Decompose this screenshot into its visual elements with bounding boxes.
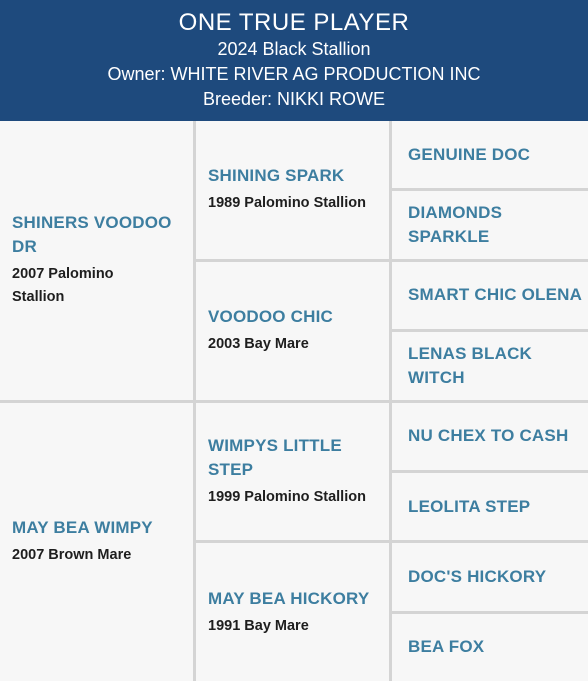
horse-name: ONE TRUE PLAYER: [178, 9, 410, 36]
sire-dam-cell: [196, 262, 389, 400]
sire-sire-name: SHINING SPARK: [208, 166, 345, 186]
dam-desc: 2007 Brown Mare: [12, 547, 132, 564]
gen3-cell: [392, 614, 588, 681]
owner-line: Owner: WHITE RIVER AG PRODUCTION INC: [107, 64, 481, 84]
dam-name: MAY BEA WIMPY: [12, 518, 153, 538]
dam-cell: [0, 403, 193, 681]
breeder-line: Breeder: NIKKI ROWE: [202, 89, 386, 109]
horse-description: 2024 Black Stallion: [217, 39, 371, 59]
ancestor-name: LEOLITA STEP: [408, 496, 531, 516]
dam-dam-name: MAY BEA HICKORY: [208, 588, 370, 608]
pedigree-grid: [0, 121, 588, 681]
dam-sire-cell: [196, 403, 389, 541]
sire-cell: [0, 121, 193, 400]
dam-dam-cell: [196, 543, 389, 681]
gen3-cell: [392, 332, 588, 399]
ancestor-name: NU CHEX TO CASH: [408, 426, 569, 446]
sire-dam-name: VOODOO CHIC: [208, 307, 333, 327]
gen3-cell: [392, 262, 588, 329]
ancestor-name: DIAMONDS SPARKLE: [408, 203, 503, 247]
ancestor-name: BEA FOX: [408, 637, 485, 657]
gen3-cell: [392, 543, 588, 610]
dam-dam-desc: 1991 Bay Mare: [208, 617, 309, 634]
ancestor-name: LENAS BLACK WITCH: [408, 343, 533, 387]
sire-dam-desc: 2003 Bay Mare: [208, 336, 309, 353]
dam-sire-desc: 1999 Palomino Stallion: [208, 488, 366, 505]
sire-desc: 2007 Palomino Stallion: [12, 266, 114, 306]
sire-sire-cell: [196, 121, 389, 259]
ancestor-name: DOC'S HICKORY: [408, 566, 547, 586]
ancestor-name: GENUINE DOC: [408, 144, 531, 164]
gen3-cell: [392, 121, 588, 188]
gen3-cell: [392, 191, 588, 258]
dam-sire-name: WIMPYS LITTLE STEP: [208, 435, 342, 479]
sire-sire-desc: 1989 Palomino Stallion: [208, 195, 366, 212]
gen3-cell: [392, 403, 588, 470]
sire-name: SHINERS VOODOO DR: [12, 213, 172, 257]
gen3-cell: [392, 473, 588, 540]
pedigree-header: [0, 0, 588, 121]
ancestor-name: SMART CHIC OLENA: [408, 285, 583, 305]
